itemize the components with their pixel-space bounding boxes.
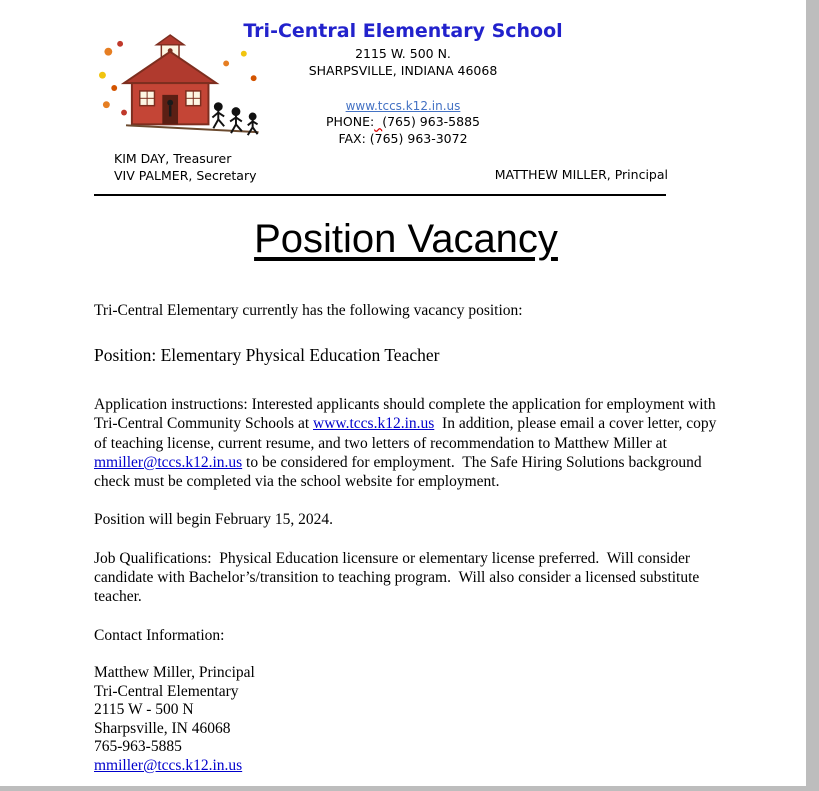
letterhead-center xyxy=(0,20,806,147)
position-line: Position: Elementary Physical Education Teacher xyxy=(94,345,440,365)
email-link-inline[interactable]: mmiller@tccs.k12.in.us xyxy=(94,453,243,471)
phone-number: (765) 963-5885 xyxy=(382,114,480,129)
address-line-1: 2115 W. 500 N. xyxy=(355,46,451,61)
qualifications-paragraph: Job Qualifications: Physical Education licensure or elementary license preferred. Will consider candidate with Bachelor’s/transition to teaching program. Will also consider a licensed substitute teacher. xyxy=(94,549,704,606)
application-paragraph xyxy=(94,395,721,491)
contact-email-link[interactable]: mmiller@tccs.k12.in.us xyxy=(94,756,243,774)
application-text-2: In addition, please email a cover letter, copy of teaching license, current resume, and two letters of recommendation to Matthew Miller at xyxy=(94,415,721,452)
document-body xyxy=(94,205,721,776)
phone-line xyxy=(0,114,806,131)
header-spacer xyxy=(0,79,806,95)
start-date-line: Position will begin February 15, 2024. xyxy=(94,511,333,529)
header-website-link[interactable]: www.tccs.k12.in.us xyxy=(345,99,461,113)
contact-phone: 765-963-5885 xyxy=(94,738,182,756)
staff-left xyxy=(114,150,256,184)
letterhead-divider xyxy=(94,194,666,196)
principal-name: MATTHEW MILLER, Principal xyxy=(494,167,668,182)
contact-heading: Contact Information: xyxy=(94,626,225,644)
intro-line: Tri-Central Elementary currently has the following vacancy position: xyxy=(94,302,523,319)
address-line-2: SHARPSVILLE, INDIANA 46068 xyxy=(308,62,498,78)
fax-line: FAX: (765) 963-3072 xyxy=(338,130,468,146)
application-text-3: to be considered for employment. The Safe Hiring Solutions background check must be completed via the school website for employment. xyxy=(94,453,706,491)
contact-city: Sharpsville, IN 46068 xyxy=(94,719,231,737)
phone-label: PHONE: xyxy=(326,114,375,129)
contact-school: Tri-Central Elementary xyxy=(94,682,239,700)
treasurer-name: KIM DAY, Treasurer xyxy=(114,151,232,166)
school-name: Tri-Central Elementary School xyxy=(243,20,563,42)
spellcheck-squiggle xyxy=(374,114,382,129)
contact-name: Matthew Miller, Principal xyxy=(94,663,255,681)
secretary-name: VIV PALMER, Secretary xyxy=(114,168,257,183)
page-title: Position Vacancy xyxy=(254,217,558,261)
contact-street: 2115 W - 500 N xyxy=(94,701,194,719)
application-text-1: Application instructions: Interested applicants should complete the application for employment with Tri-Central Community Schools at xyxy=(94,396,720,433)
website-link[interactable]: www.tccs.k12.in.us xyxy=(313,415,435,433)
letterhead xyxy=(0,0,806,200)
contact-block xyxy=(94,664,718,776)
